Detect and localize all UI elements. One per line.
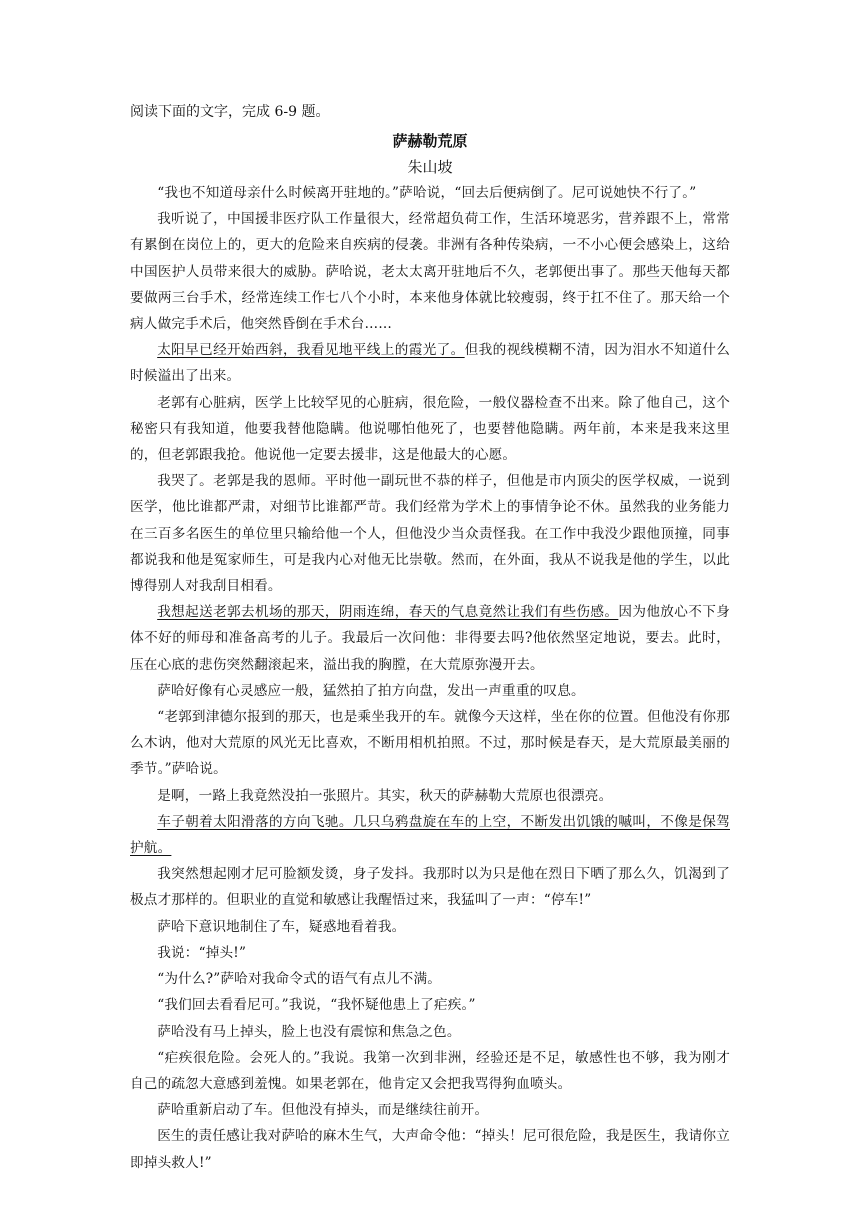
- paragraph: [130, 914, 730, 940]
- paragraph-text: “为什么?”萨哈对我命令式的语气有点儿不满。: [157, 971, 442, 988]
- paragraph: [130, 704, 730, 783]
- paragraph-text: 我突然想起刚才尼可脸额发烫，身子发抖。我那时以为只是他在烈日下晒了那么久，饥渴到了极点才那样的。但职业的直觉和敏感让我醒悟过来，我猛叫了一声：“停车!”: [130, 866, 730, 909]
- paragraph: [130, 992, 730, 1018]
- instruction-text: 阅读下面的文字，完成 6-9 题。: [130, 104, 330, 120]
- article-author: 朱山坡: [407, 158, 453, 176]
- paragraph: [130, 940, 730, 966]
- paragraph-text: “我们回去看看尼可。”我说，“我怀疑他患上了疟疾。”: [157, 997, 476, 1014]
- underlined-sentence: 我想起送老郭去机场的那天，阴雨连绵，春天的气息竟然让我们有些伤感。: [157, 604, 619, 621]
- paragraph: [130, 180, 730, 206]
- underlined-sentence: 车子朝着太阳滑落的方向飞驰。几只乌鸦盘旋在车的上空，不断发出饥饿的嘁叫，不像是保驾护航。: [130, 813, 730, 857]
- paragraph: [130, 809, 730, 861]
- paragraph-text: 萨哈没有马上掉头，脸上也没有震惊和焦急之色。: [157, 1023, 461, 1040]
- paragraph: [130, 1019, 730, 1045]
- paragraph-text: 我听说了，中国援非医疗队工作量很大，经常超负荷工作，生活环境恶劣，营养跟不上，常常有累倒在岗位上的，更大的危险来自疾病的侵袭。非洲有各种传染病，一不小心便会感染上，这给中国医护人员带来很大的威胁。萨哈说，老太太离开驻地后不久，老郭便出事了。那些天他每天都要做两三台手术，经常连续工作七八个小时，本来他身体就比较瘦弱，终于扛不住了。那天给一个病人做完手术后，他突然昏倒在手术台……: [130, 211, 730, 333]
- paragraph-text: 老郭有心脏病，医学上比较罕见的心脏病，很危险，一般仪器检查不出来。除了他自己，这个秘密只有我知道，他要我替他隐瞒。他说哪怕他死了，也要替他隐瞒。两年前，本来是我来这里的，但老郭跟我抢。他说他一定要去援非，这是他最大的心愿。: [130, 394, 730, 464]
- paragraph-text: “我也不知道母亲什么时候离开驻地的。”萨哈说，“回去后便病倒了。尼可说她快不行了。”: [157, 185, 697, 201]
- paragraph: [130, 1097, 730, 1123]
- paragraph: [130, 678, 730, 704]
- paragraph: [130, 599, 730, 678]
- paragraph-text: “老郭到津德尔报到的那天，也是乘坐我开的车。就像今天这样，坐在你的位置。但他没有你那么木讷，他对大荒原的风光无比喜欢，不断用相机拍照。不过，那时候是春天，是大荒原最美丽的季节。”萨哈说。: [130, 709, 730, 778]
- paragraph-text: 医生的责任感让我对萨哈的麻木生气，大声命令他：“掉头！尼可很危险，我是医生，我请你立即掉头救人!”: [130, 1128, 730, 1171]
- paragraph-text: 我说：“掉头!”: [157, 944, 247, 961]
- underlined-sentence: 太阳早已经开始西斜，我看见地平线上的霞光了。: [157, 342, 465, 359]
- document-page: [130, 98, 730, 1176]
- paragraph: [130, 468, 730, 599]
- paragraph: [130, 783, 730, 809]
- paragraph-text: 是啊，一路上我竟然没拍一张照片。其实，秋天的萨赫勒大荒原也很漂亮。: [157, 787, 613, 804]
- paragraph-text: 因为他放心不下身体不好的师母和准备高考的儿子。我最后一次问他：非得要去吗?他依然坚定地说，要去。此时，压在心底的悲伤突然翻滚起来，溢出我的胸膛，在大荒原弥漫开去。: [130, 604, 730, 673]
- paragraph-text: 但我的视线模糊不清，因为泪水不知道什么时候溢出了出来。: [130, 342, 730, 385]
- paragraph: [130, 861, 730, 913]
- paragraph: [130, 1045, 730, 1097]
- paragraph: [130, 337, 730, 389]
- paragraph-text: 萨哈重新启动了车。但他没有掉头，而是继续往前开。: [157, 1102, 489, 1119]
- article-title: 萨赫勒荒原: [392, 132, 468, 150]
- paragraph: [130, 206, 730, 337]
- paragraph: [130, 1123, 730, 1175]
- paragraph: [130, 966, 730, 992]
- paragraph: [130, 390, 730, 469]
- paragraph-text: 我哭了。老郭是我的恩师。平时他一副玩世不恭的样子，但他是市内顶尖的医学权威，一说到医学，他比谁都严肃，对细节比谁都严苛。我们经常为学术上的事情争论不休。虽然我的业务能力在三百多名医生的单位里只输给他一个人，但他没少当众责怪我。在工作中我没少跟他顶撞，同事都说我和他是冤家师生，可是我内心对他无比崇敬。然而，在外面，我从不说我是他的学生，以此博得别人对我刮目相看。: [130, 473, 730, 595]
- paragraph-text: 萨哈好像有心灵感应一般，猛然拍了拍方向盘，发出一声重重的叹息。: [157, 682, 585, 699]
- paragraph-text: 萨哈下意识地制住了车，疑惑地看着我。: [157, 918, 406, 935]
- paragraph-text: “疟疾很危险。会死人的。”我说。我第一次到非洲，经验还是不足，敏感性也不够，我为刚才自己的疏忽大意感到羞愧。如果老郭在，他肯定又会把我骂得狗血喷头。: [130, 1049, 730, 1092]
